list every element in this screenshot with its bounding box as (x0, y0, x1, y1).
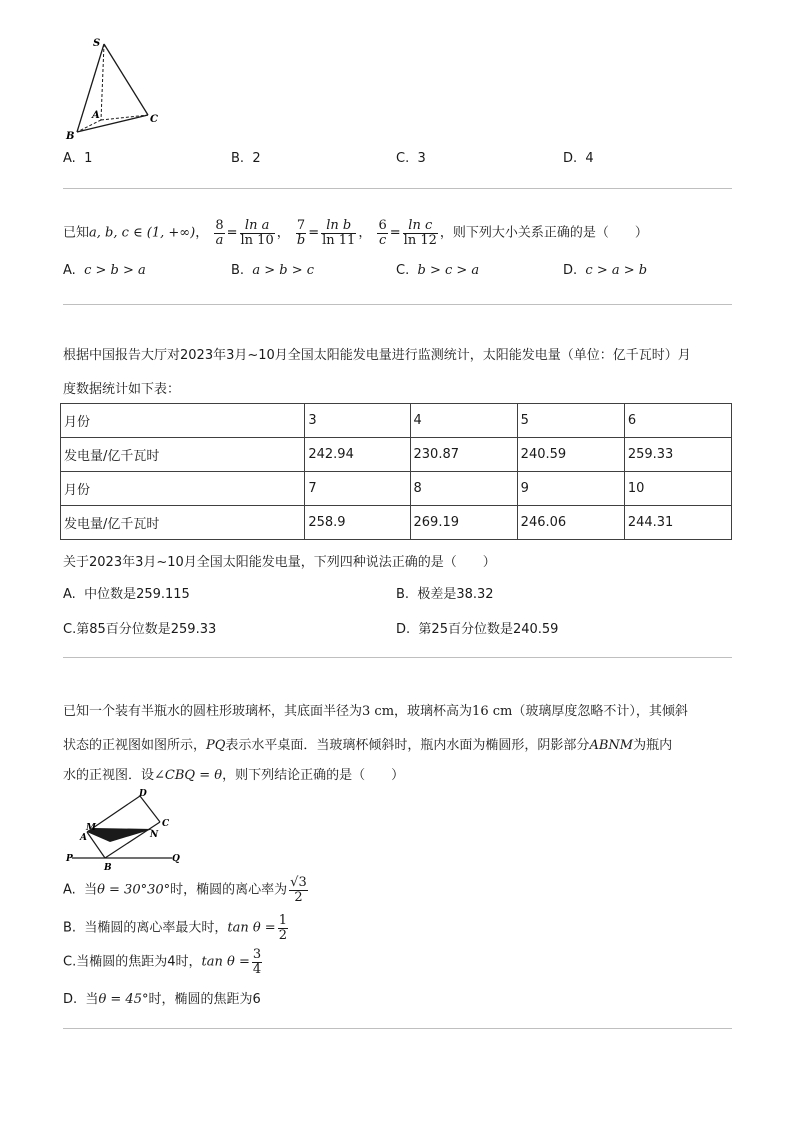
table-row (61, 404, 732, 438)
q4-option-b[interactable]: B. 当椭圆的离心率最大时，tan θ = $\frac{1}{2}$ (63, 913, 287, 943)
solar-power-table (60, 403, 732, 540)
q4-stem-line2: 状态的正视图如图所示，PQ表示水平桌面．当玻璃杯倾斜时，瓶内水面为椭圆形，阴影部分ABNM为瓶内 (63, 738, 673, 753)
table-cell: 230.87 (410, 438, 517, 472)
q3-stem-line2: 度数据统计如下表： (63, 382, 181, 397)
fig-label-q: Q (172, 854, 180, 864)
table-cell: 6 (624, 404, 731, 438)
table-cell: 5 (517, 404, 624, 438)
divider (63, 304, 732, 305)
q2-option-d[interactable]: D. c > a > b (563, 263, 648, 278)
q4-stem-line1: 已知一个装有半瓶水的圆柱形玻璃杯，其底面半径为3 cm，玻璃杯高为16 cm（玻璃厚度忽略不计），其倾斜 (63, 704, 688, 719)
q3-option-a[interactable]: A. 中位数是259.115 (63, 587, 190, 602)
q2-option-b[interactable]: B. a > b > c (231, 263, 314, 278)
table-cell: 10 (624, 472, 731, 506)
divider (63, 1028, 732, 1029)
divider (63, 188, 732, 189)
table-cell: 9 (517, 472, 624, 506)
table-cell: 258.9 (305, 506, 410, 540)
q2-stem: 已知a, b, c ∈ (1, +∞)， $\frac{8}{a}$ = $\frac{\text{ln a}}{\ln 10}$ ， $\frac{7}{b}$ = $\frac{\text{ln b}}{\ln 11}$ ， $\frac{6}{c}$ = $\frac{\text{ln c}}{\ln 12}$ ，则下列大小关系正确的是（ ） (63, 218, 648, 248)
divider (63, 657, 732, 658)
q1-option-a[interactable]: A. 1 (63, 151, 93, 166)
table-cell: 3 (305, 404, 410, 438)
table-cell: 240.59 (517, 438, 624, 472)
q3-option-c[interactable]: C.第85百分位数是259.33 (63, 622, 217, 637)
q3-stem-line1: 根据中国报告大厅对2023年3月~10月全国太阳能发电量进行监测统计，太阳能发电量（单位：亿千瓦时）月 (63, 348, 691, 363)
vertex-label-c: C (150, 114, 158, 125)
tilted-glass-figure (60, 784, 190, 874)
table-cell: 8 (410, 472, 517, 506)
q4-stem-line3: 水的正视图．设∠CBQ = θ，则下列结论正确的是（ ） (63, 768, 405, 783)
vertex-label-a: A (92, 110, 100, 121)
q4-option-d[interactable]: D. 当θ = 45°时，椭圆的焦距为6 (63, 992, 261, 1007)
table-cell: 4 (410, 404, 517, 438)
q1-option-c[interactable]: C. 3 (396, 151, 426, 166)
table-cell: 月份 (61, 404, 305, 438)
fig-label-d: D (139, 789, 147, 799)
table-cell: 269.19 (410, 506, 517, 540)
vertex-label-b: B (66, 131, 75, 142)
q2-option-a[interactable]: A. c > b > a (63, 263, 146, 278)
table-cell: 7 (305, 472, 410, 506)
table-row (61, 472, 732, 506)
table-cell: 246.06 (517, 506, 624, 540)
vertex-label-s: S (93, 38, 101, 49)
q1-option-b[interactable]: B. 2 (231, 151, 261, 166)
q4-option-a[interactable]: A. 当θ = 30°30°时，椭圆的离心率为 $\frac{√3}{2}$ (63, 875, 307, 905)
fig-label-c: C (162, 819, 170, 829)
table-cell: 发电量/亿千瓦时 (61, 438, 305, 472)
table-cell: 244.31 (624, 506, 731, 540)
table-cell: 发电量/亿千瓦时 (61, 506, 305, 540)
fig-label-a: A (80, 833, 87, 843)
table-cell: 242.94 (305, 438, 410, 472)
q3-option-b[interactable]: B. 极差是38.32 (396, 587, 494, 602)
pyramid-figure (60, 32, 170, 144)
fig-label-b: B (104, 863, 112, 873)
table-cell: 月份 (61, 472, 305, 506)
fig-label-n: N (150, 830, 159, 840)
q1-option-d[interactable]: D. 4 (563, 151, 594, 166)
fig-label-m: M (86, 823, 96, 833)
table-row (61, 506, 732, 540)
q4-option-c[interactable]: C.当椭圆的焦距为4时，tan θ = $\frac{3}{4}$ (63, 947, 262, 977)
q2-option-c[interactable]: C. b > c > a (396, 263, 480, 278)
table-cell: 259.33 (624, 438, 731, 472)
q3-option-d[interactable]: D. 第25百分位数是240.59 (396, 622, 559, 637)
table-row (61, 438, 732, 472)
q3-question: 关于2023年3月~10月全国太阳能发电量，下列四种说法正确的是（ ） (63, 555, 496, 570)
fig-label-p: P (66, 854, 73, 864)
